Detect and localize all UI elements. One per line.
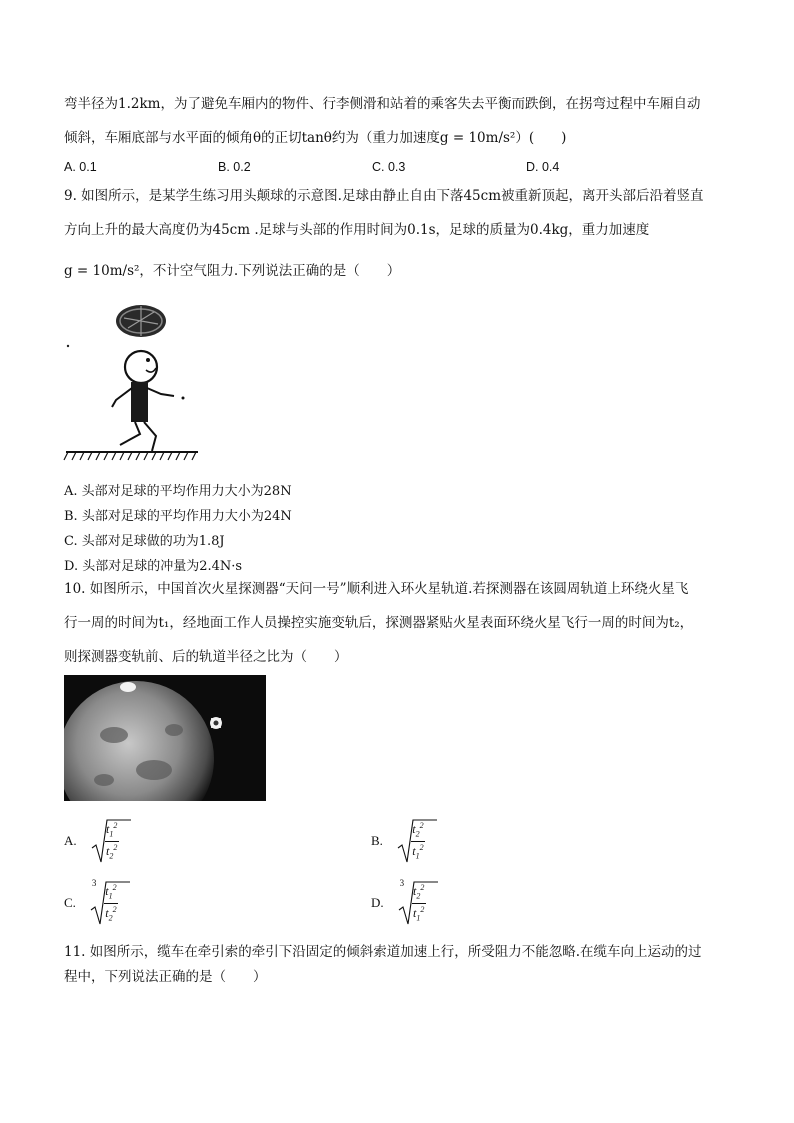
q8-option-a[interactable]: A. 0.1 — [64, 160, 97, 174]
q10-stem-line3: 则探测器变轨前、后的轨道半径之比为（ ） — [64, 649, 348, 665]
heading-ball-figure — [62, 300, 202, 465]
q10-stem-line2: 行一周的时间为t₁，经地面工作人员操控实施变轨后，探测器紧贴火星表面环绕火星飞行一周的时间为t₂， — [64, 615, 694, 631]
q8-stem-line1: 弯半径为1.2km，为了避免车厢内的物件、行李侧滑和站着的乘客失去平衡而跌倒，在拐弯过程中车厢自动 — [64, 96, 701, 112]
q10-stem-line1: 10. 如图所示，中国首次火星探测器“天问一号”顺利进入环火星轨道.若探测器在该圆周轨道上环绕火星飞 — [64, 581, 689, 597]
q9-stem-line1: 9. 如图所示，是某学生练习用头颠球的示意图.足球由静止自由下落45cm被重新顶起，离开头部后沿着竖直 — [64, 188, 704, 204]
q10-option-a[interactable] — [64, 818, 119, 864]
sqrt-expression — [397, 818, 425, 864]
fraction: $\frac{t_1^2}{t_2^2}$ — [105, 883, 117, 922]
q9-stem-line3: g = 10m/s²，不计空气阻力.下列说法正确的是（ ） — [64, 263, 401, 279]
q8-option-d[interactable]: D. 0.4 — [526, 160, 560, 174]
q8-option-b[interactable]: B. 0.2 — [218, 160, 251, 174]
root-index: 3 — [91, 878, 97, 888]
q11-stem-line1: 11. 如图所示，缆车在牵引索的牵引下沿固定的倾斜索道加速上行，所受阻力不能忽略.在缆车向上运动的过 — [64, 944, 702, 960]
fraction: $\frac{t_2^2}{t_1^2}$ — [412, 883, 425, 922]
root-index: 3 — [399, 878, 405, 888]
q9-option-c[interactable]: C. 头部对足球做的功为1.8J — [64, 534, 225, 549]
q10-option-d[interactable] — [371, 880, 426, 926]
cube-root-expression — [90, 880, 118, 926]
q11-stem-line2: 程中，下列说法正确的是（ ） — [64, 969, 267, 985]
sqrt-expression — [91, 818, 119, 864]
q8-option-c[interactable]: C. 0.3 — [372, 160, 406, 174]
q10-option-b-label: B. — [371, 833, 383, 848]
q9-option-b[interactable]: B. 头部对足球的平均作用力大小为24N — [64, 509, 292, 524]
q10-option-b[interactable] — [371, 818, 425, 864]
q9-option-a[interactable]: A. 头部对足球的平均作用力大小为28N — [64, 484, 292, 499]
q10-option-c[interactable] — [64, 880, 118, 926]
fraction: $\frac{t_2^2}{t_1^2}$ — [412, 821, 424, 860]
q10-option-c-label: C. — [64, 895, 76, 910]
q8-stem-line2: 倾斜，车厢底部与水平面的倾角θ的正切tanθ约为（重力加速度g = 10m/s²）( ) — [64, 130, 567, 146]
mars-probe-photo — [64, 675, 266, 801]
q10-option-a-label: A. — [64, 833, 77, 848]
q9-stem-line2: 方向上升的最大高度仍为45cm .足球与头部的作用时间为0.1s，足球的质量为0.4kg，重力加速度 — [64, 222, 650, 238]
q9-option-d[interactable]: D. 头部对足球的冲量为2.4N·s — [64, 559, 243, 574]
fraction: $\frac{t_1^2}{t_2^2}$ — [105, 821, 118, 860]
cube-root-expression — [398, 880, 426, 926]
q10-option-d-label: D. — [371, 895, 384, 910]
